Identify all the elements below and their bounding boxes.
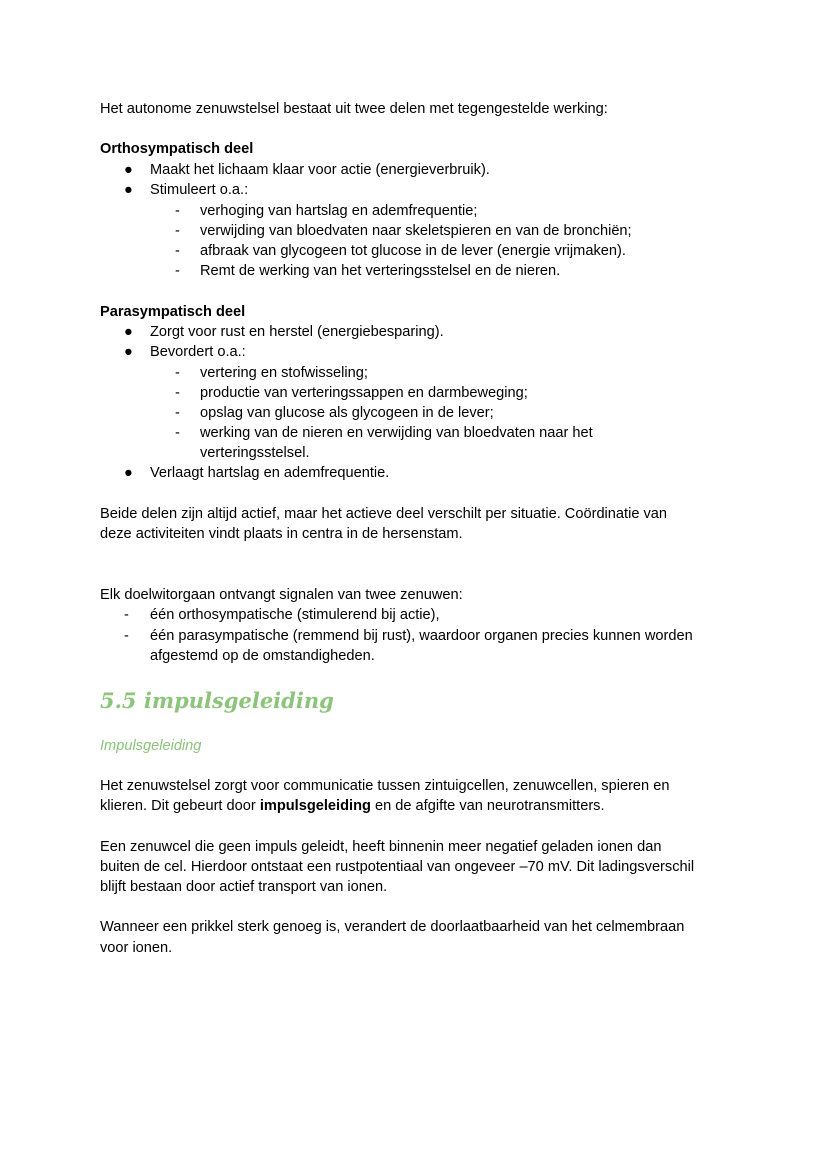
dash-icon: -: [175, 405, 180, 421]
ortho-bullet-1: Maakt het lichaam klaar voor actie (energieverbruik).: [150, 162, 490, 178]
para-title: Parasympatisch deel: [100, 304, 246, 320]
dash-icon: -: [175, 365, 180, 381]
p3-line: Wanneer een prikkel sterk genoeg is, verandert de doorlaatbaarheid van het celmembraan: [100, 919, 685, 935]
p3-line: voor ionen.: [100, 940, 173, 956]
para-sub-item: vertering en stofwisseling;: [200, 365, 368, 381]
ortho-sub-item: verhoging van hartslag en ademfrequentie;: [200, 203, 478, 219]
para-sub-item: productie van verteringssappen en darmbeweging;: [200, 385, 528, 401]
section-subheading: Impulsgeleiding: [100, 738, 202, 754]
bullet-icon: ●: [124, 465, 133, 481]
ortho-bullet-2: Stimuleert o.a.:: [150, 182, 249, 198]
bullet-icon: ●: [124, 162, 133, 178]
ortho-sub-item: verwijding van bloedvaten naar skeletspieren en van de bronchiën;: [200, 223, 632, 239]
bullet-icon: ●: [124, 324, 133, 340]
dash-icon: -: [175, 223, 180, 239]
p1-text: klieren. Dit gebeurt door: [100, 798, 260, 814]
both-paragraph-line: Beide delen zijn altijd actief, maar het actieve deel verschilt per situatie. Coördinatie van: [100, 506, 668, 522]
dash-icon: -: [175, 203, 180, 219]
para-bullet-3: Verlaagt hartslag en ademfrequentie.: [150, 465, 390, 481]
dash-icon: -: [175, 385, 180, 401]
ortho-sub-item: afbraak van glycogeen tot glucose in de lever (energie vrijmaken).: [200, 243, 626, 259]
dash-icon: -: [175, 243, 180, 259]
dash-icon: -: [124, 607, 129, 623]
section-heading: 5.5 impulsgeleiding: [100, 688, 334, 713]
both-paragraph-line: deze activiteiten vindt plaats in centra in de hersenstam.: [100, 526, 463, 542]
para-bullet-1: Zorgt voor rust en herstel (energiebesparing).: [150, 324, 444, 340]
para-sub-item: opslag van glucose als glycogeen in de lever;: [200, 405, 494, 421]
target-intro: Elk doelwitorgaan ontvangt signalen van twee zenuwen:: [100, 587, 463, 603]
bullet-icon: ●: [124, 182, 133, 198]
p2-line: blijft bestaan door actief transport van ionen.: [100, 879, 388, 895]
p1-bold-term: impulsgeleiding: [259, 798, 371, 814]
target-item-continued: afgestemd op de omstandigheden.: [150, 648, 375, 664]
ortho-title: Orthosympatisch deel: [100, 141, 254, 157]
para-bullet-2: Bevordert o.a.:: [150, 344, 246, 360]
para-sub-item-continued: verteringsstelsel.: [200, 445, 310, 461]
p1-text: en de afgifte van neurotransmitters.: [370, 798, 605, 814]
para-sub-item: werking van de nieren en verwijding van bloedvaten naar het: [200, 425, 593, 441]
p2-line: Een zenuwcel die geen impuls geleidt, heeft binnenin meer negatief geladen ionen dan: [100, 839, 662, 855]
p1-line: [100, 796, 605, 816]
intro-paragraph: Het autonome zenuwstelsel bestaat uit twee delen met tegengestelde werking:: [100, 101, 608, 117]
p1-line: Het zenuwstelsel zorgt voor communicatie tussen zintuigcellen, zenuwcellen, spieren en: [100, 778, 670, 794]
bullet-icon: ●: [124, 344, 133, 360]
dash-icon: -: [124, 628, 129, 644]
target-item: één parasympatische (remmend bij rust), waardoor organen precies kunnen worden: [150, 628, 693, 644]
ortho-sub-item: Remt de werking van het verteringsstelsel en de nieren.: [200, 263, 561, 279]
dash-icon: -: [175, 263, 180, 279]
dash-icon: -: [175, 425, 180, 441]
p2-line: buiten de cel. Hierdoor ontstaat een rustpotentiaal van ongeveer –70 mV. Dit ladingsverschil: [100, 859, 695, 875]
target-item: één orthosympatische (stimulerend bij actie),: [150, 607, 440, 623]
